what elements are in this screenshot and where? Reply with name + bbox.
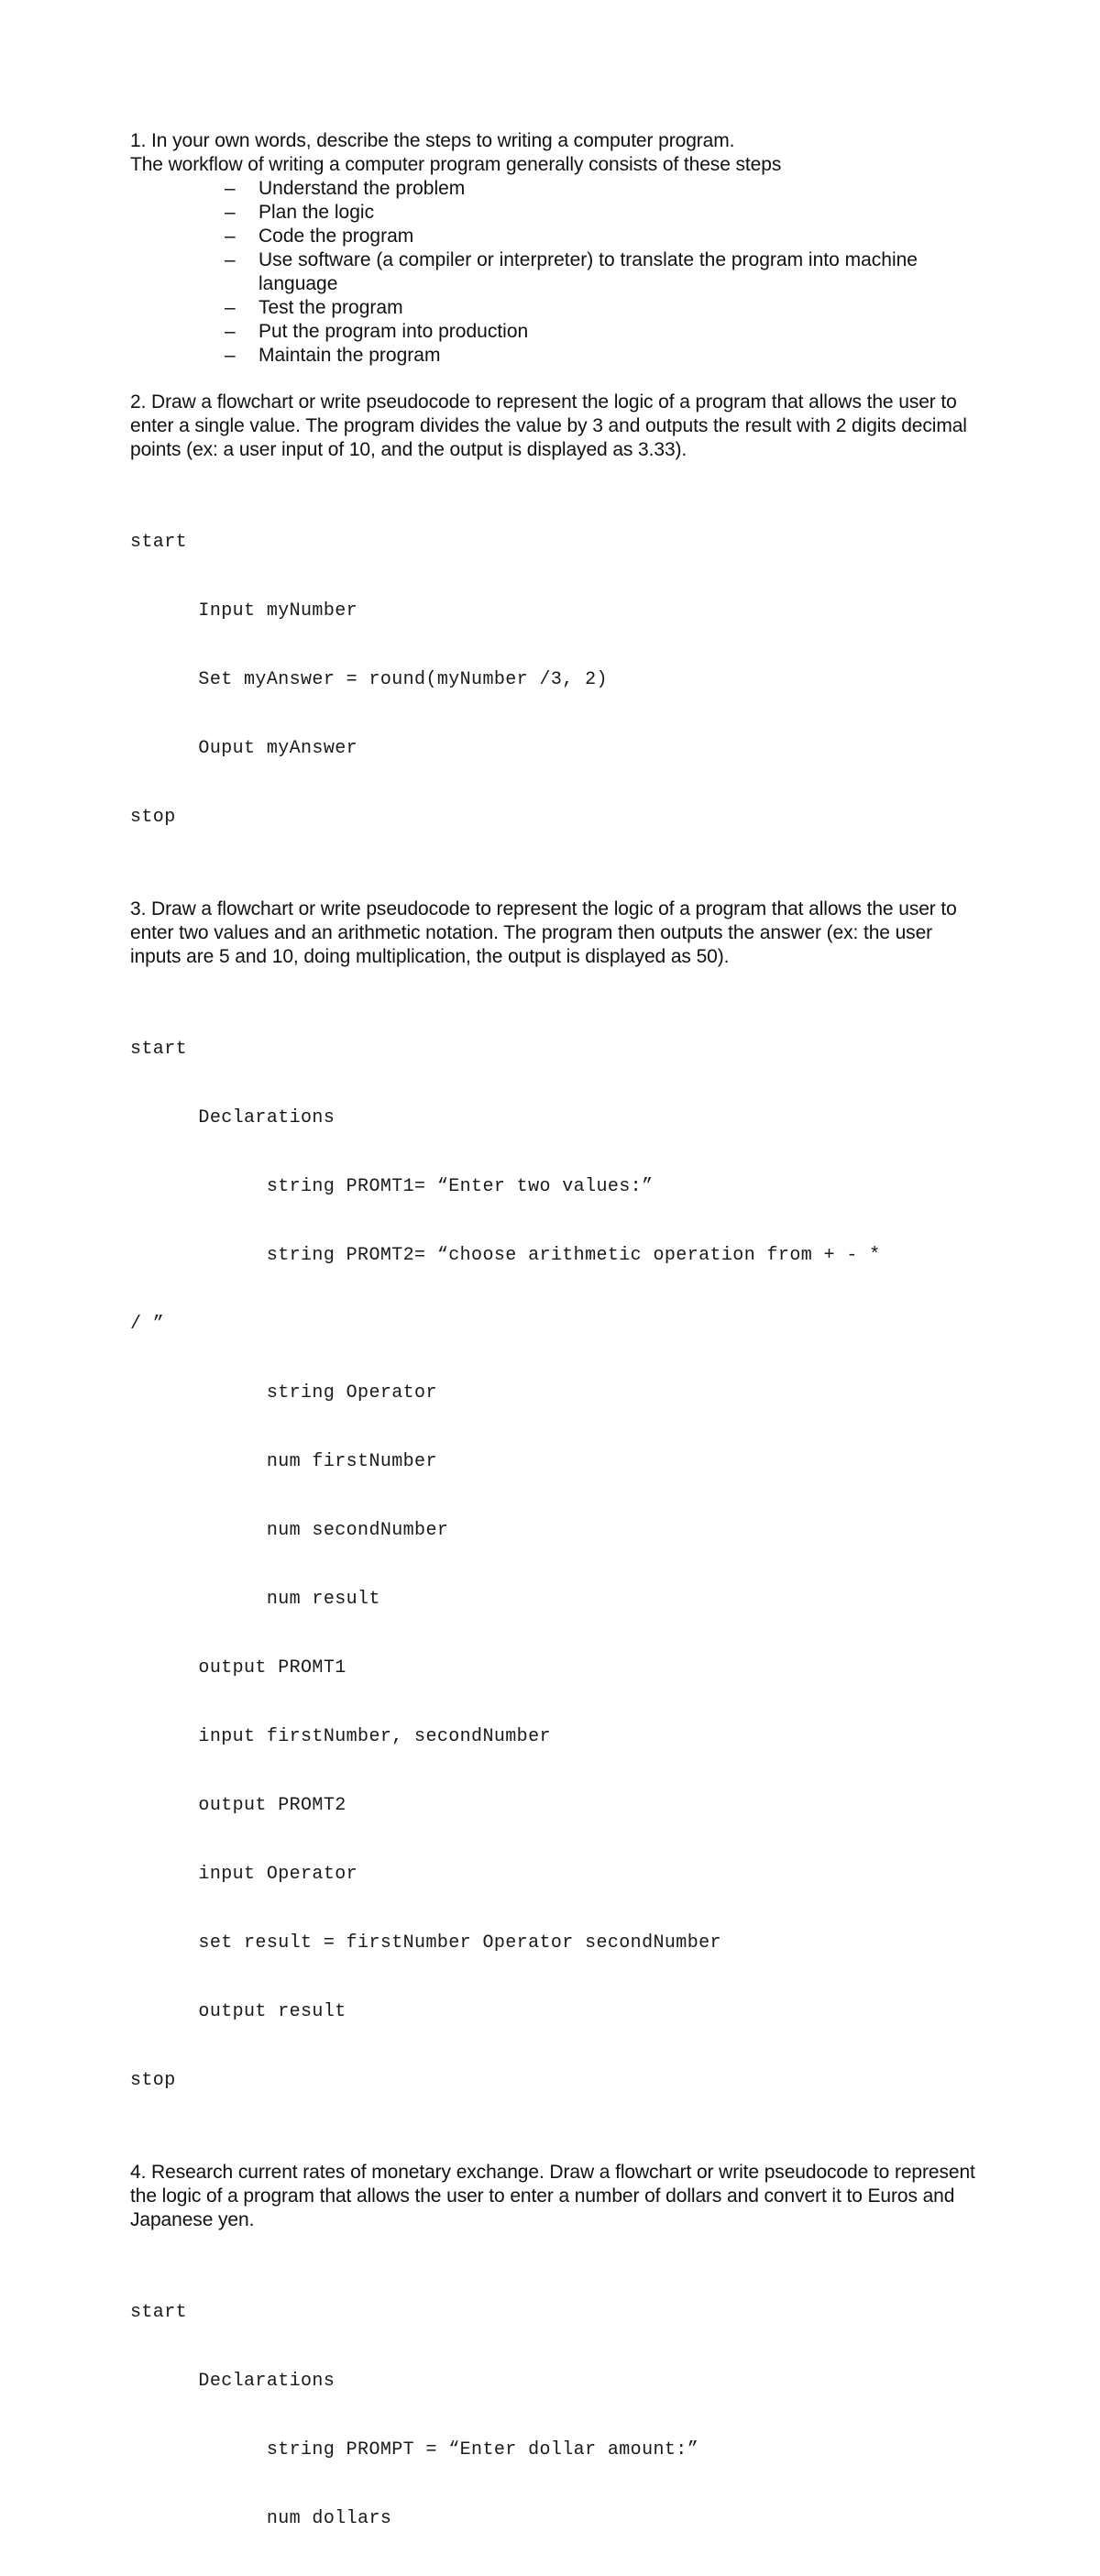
list-item	[225, 177, 983, 201]
dash-bullet: –	[225, 202, 236, 223]
dash-bullet: –	[225, 345, 236, 366]
code-line: / ”	[130, 1314, 165, 1335]
list-item	[225, 296, 983, 320]
step-text: Understand the problem	[258, 178, 466, 199]
step-text: Maintain the program	[258, 345, 441, 366]
question-3: 3. Draw a flowchart or write pseudocode to represent the logic of a program that allows the user to enter two values and an arithmetic notation. The program then outputs the answer (ex: the user inputs are 5 and 10, doing multiplication, the output is displayed as 50).	[130, 898, 957, 967]
document-content	[130, 129, 983, 2576]
code-line: stop	[130, 807, 176, 828]
code-line: start	[130, 532, 188, 553]
code-line: Set myAnswer = round(myNumber /3, 2)	[130, 669, 608, 690]
spacer	[130, 969, 983, 992]
pseudocode-block-q3	[130, 992, 983, 2138]
step-text: Code the program	[258, 226, 414, 247]
code-line: start	[130, 2302, 188, 2323]
dash-bullet: –	[225, 297, 236, 318]
code-line: string PROMT2= “choose arithmetic operation from + - *	[130, 1245, 881, 1266]
code-line: num secondNumber	[130, 1520, 449, 1541]
spacer	[130, 875, 983, 897]
step-text: Plan the logic	[258, 202, 375, 223]
code-line: input Operator	[130, 1864, 358, 1885]
step-text: Use software (a compiler or interpreter) to translate the program into machine language	[258, 249, 918, 294]
step-text: Test the program	[258, 297, 403, 318]
list-item	[225, 225, 983, 248]
list-item	[225, 344, 983, 368]
code-line: num firstNumber	[130, 1451, 437, 1472]
spacer	[130, 2232, 983, 2255]
question-4: 4. Research current rates of monetary exchange. Draw a flowchart or write pseudocode to represent the logic of a program that allows the user to enter a number of dollars and convert it to Euros and Japanese yen.	[130, 2162, 975, 2230]
code-line: input firstNumber, secondNumber	[130, 1726, 551, 1747]
question-2: 2. Draw a flowchart or write pseudocode to represent the logic of a program that allows the user to enter a single value. The program divides the value by 3 and outputs the result with 2 digits decimal points (ex: a user input of 10, and the output is displayed as 3.33).	[130, 391, 967, 460]
list-item	[225, 320, 983, 344]
code-line: start	[130, 1039, 188, 1060]
dash-bullet: –	[225, 249, 236, 270]
question-1: 1. In your own words, describe the steps to writing a computer program.	[130, 130, 735, 151]
workflow-steps-list	[130, 177, 983, 368]
code-line: Input myNumber	[130, 600, 358, 622]
step-text: Put the program into production	[258, 321, 529, 342]
pseudocode-block-q4	[130, 2255, 983, 2576]
code-line: num dollars	[130, 2508, 392, 2529]
pseudocode-block-q2	[130, 485, 983, 875]
spacer	[130, 2138, 983, 2161]
dash-bullet: –	[225, 178, 236, 199]
code-line: output result	[130, 2001, 346, 2022]
code-line: Ouput myAnswer	[130, 738, 358, 759]
code-line: set result = firstNumber Operator secondNumber	[130, 1932, 721, 1954]
dash-bullet: –	[225, 321, 236, 342]
code-line: num result	[130, 1589, 380, 1610]
code-line: stop	[130, 2070, 176, 2091]
list-item	[225, 201, 983, 225]
list-item	[225, 248, 983, 296]
code-line: output PROMT2	[130, 1795, 346, 1816]
code-line: Declarations	[130, 1107, 336, 1128]
spacer	[130, 462, 983, 485]
code-line: string PROMT1= “Enter two values:”	[130, 1176, 654, 1197]
code-line: string Operator	[130, 1382, 437, 1404]
question-1-intro: The workflow of writing a computer program generally consists of these steps	[130, 154, 782, 175]
code-line: Declarations	[130, 2371, 336, 2392]
dash-bullet: –	[225, 226, 236, 247]
spacer	[130, 368, 983, 391]
code-line: output PROMT1	[130, 1657, 346, 1679]
code-line: string PROMPT = “Enter dollar amount:”	[130, 2439, 699, 2460]
